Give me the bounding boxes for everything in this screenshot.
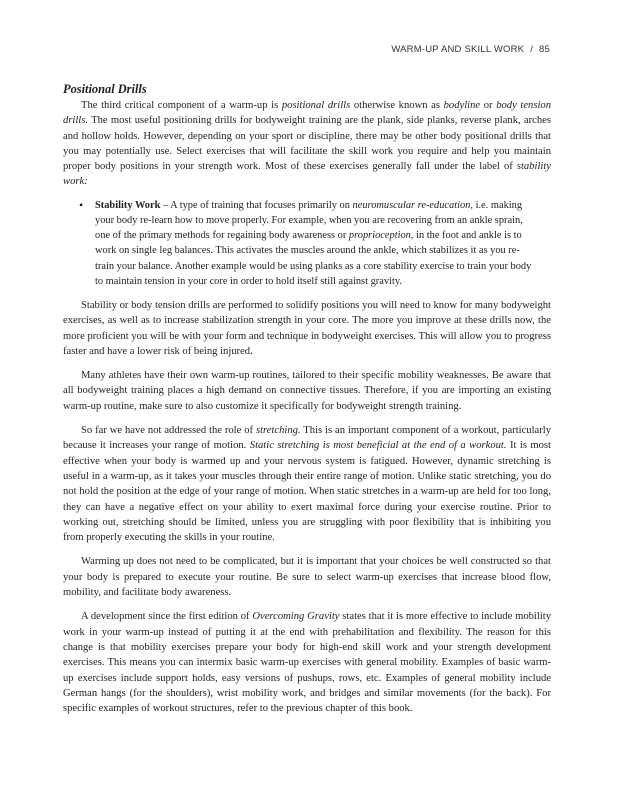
running-title: WARM-UP AND SKILL WORK [391, 44, 525, 55]
p1-term-stability-work: stability work: [63, 161, 551, 188]
p6-text-c: states that it is more effective to include mobility work in your warm-up instead of putting it at the end with prehabilitation and flexibility. The reason for this change is that mobility exercises prepare your body for high-end skill work and your strength development exercises. This means you can intermix basic warm-up exercises with general mobility. Examples of basic warm-up exercises include support holds, easy versions of pushups, rows, etc. Examples of general mobility include German hangs (for the shoulders), wrist mobility work, and bridges and similar movements (for the back). For specific examples of workout structures, refer to the previous chapter of this book. [63, 611, 551, 715]
header-separator: / [530, 44, 534, 55]
p1-term-bodyline: bodyline [443, 100, 481, 111]
p1-text-g: The most useful positioning drills for bodyweight training are the plank, side planks, reverse plank, arches and hollow holds. However, depending on your sport or discipline, there may be other body positional drills that you may potentially use. Select exercises that will facilitate the skill work you require and help you maintain proper body positions in your strength work. Most of these exercises generally fall under the label of [63, 115, 551, 173]
bullet-stability-work [63, 198, 551, 289]
paragraph-warm-up-routines: Many athletes have their own warm-up routines, tailored to their specific mobility weaknesses. Be aware that all bodyweight training places a high demand on connective tissues. Therefore, if you are importing an existing warm-up routine, make sure to also customize it specifically for bodyweight strength training. [63, 370, 551, 412]
page-number: 85 [539, 44, 550, 55]
bullet-term-neuromuscular: neuromuscular re-education, [352, 199, 473, 211]
p4-text-e: It is most effective when your body is warmed up and your nervous system is fatigued. However, dynamic stretching is useful in a warm-up, as it takes your muscles through their entire range of motion. Unlike static stretching, you do not hold the position at the edge of your range of motion. When static stretches in a warm-up are held for too long, they can have a negative effect on your ability to exert maximal force during your exercise routine. Prior to working out, stretching should be limited, unless you are struggling with poor flexibility that is inhibiting you from properly executing the skills in your routine. [63, 440, 551, 544]
p4-emphasis-static: Static stretching is most beneficial at the end of a workout. [249, 440, 507, 452]
p1-term-positional-drills: positional drills [281, 100, 351, 111]
p6-text-a: A development since the first edition of [81, 611, 253, 623]
p1-text-c: otherwise known as [350, 100, 444, 111]
p6-book-title: Overcoming Gravity [252, 611, 340, 623]
paragraph-warming-up: Warming up does not need to be complicated, but it is important that your choices be well constructed so that your body is prepared to execute your routine. Be sure to select warm-up exercises that increase blood flow, mobility, and facilitate body awareness. [63, 556, 551, 599]
bullet-text-a: – A type of training that focuses primarily on [160, 199, 353, 211]
p1-term-body-tension: body tension drills. [63, 100, 552, 127]
p1-text-a: The third critical component of a warm-up is [81, 100, 282, 111]
bullet-text-c: i.e. making your body re-learn how to move properly. For example, when you are recovering from an ankle sprain, one of the primary methods for regaining body awareness or [95, 199, 523, 242]
p1-text-e: or [480, 100, 497, 111]
paragraph-stretching [63, 423, 551, 545]
bullet-term-proprioception: proprioception [348, 230, 411, 242]
paragraph-positional-drills [63, 98, 551, 190]
running-header [391, 44, 550, 55]
paragraph-stability-drills: Stability or body tension drills are performed to solidify positions you will need to know for many bodyweight exercises, as well as to increase stabilization strength in your core. The more you improve at these drills now, the more proficient you will be with your form and technique in bodyweight exercises. This will allow you to progress faster and have a lower risk of being injured. [63, 300, 551, 357]
p4-text-a: So far we have not addressed the role of [81, 425, 256, 437]
bullet-text-e: , in the foot and ankle is to work on single leg balances. This activates the muscles around the ankle, which stabilizes it as you re-train your balance. Another example would be using planks as a core stability exercise to train your body to maintain tension in your core in order to hold itself still against gravity. [95, 230, 532, 287]
p4-term-stretching: stretching. [255, 425, 301, 437]
page-body [63, 81, 551, 725]
bullet-dot: • [79, 197, 84, 212]
paragraph-development [63, 609, 551, 716]
section-heading: Positional Drills [63, 82, 147, 96]
bullet-term: Stability Work [95, 199, 161, 211]
p4-text-c: This is an important component of a workout, particularly because it increases your range of motion. [63, 425, 551, 452]
